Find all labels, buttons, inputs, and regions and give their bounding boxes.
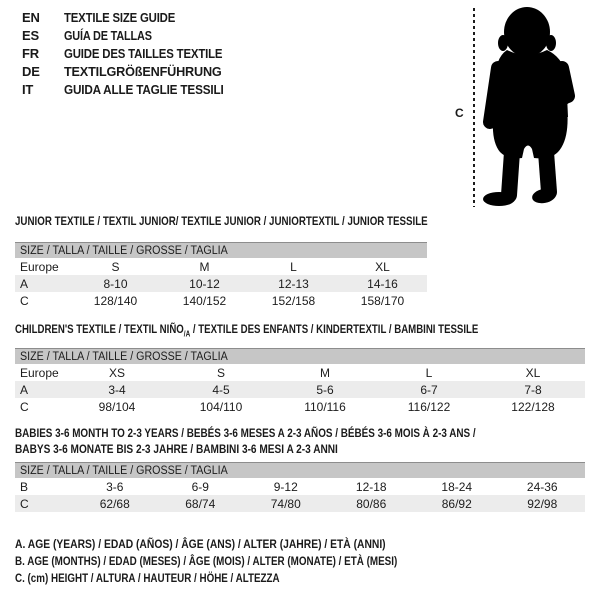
junior-size-table <box>15 242 427 309</box>
size-cell: XL <box>525 365 541 380</box>
size-cell: 5-6 <box>273 381 377 398</box>
size-cell: 92/98 <box>500 495 586 512</box>
size-cell: 128/140 <box>93 293 138 308</box>
row-label-cell: C <box>20 293 29 308</box>
size-header-label: SIZE / TALLA / TAILLE / GRÖSSE / TAGLIA <box>20 244 228 257</box>
language-label: TEXTILGRÖßENFÜHRUNG <box>63 64 222 79</box>
size-header-label: SIZE / TALLA / TAILLE / GRÖSSE / TAGLIA <box>20 464 228 477</box>
size-cell: 158/170 <box>360 293 405 308</box>
row-label-cell: Europe <box>20 365 59 380</box>
table-row <box>15 364 585 381</box>
table-row <box>15 292 427 309</box>
footnote-c: C. (cm) HEIGHT / ALTURA / HAUTEUR / HÖHE / ALTEZZA <box>15 571 280 585</box>
footnotes <box>15 536 480 587</box>
language-code: IT <box>22 82 34 97</box>
language-label: GUÍA DE TALLAS <box>63 28 152 43</box>
size-cell: 6-7 <box>377 381 481 398</box>
language-code: FR <box>22 46 39 61</box>
size-cell: 152/158 <box>271 293 316 308</box>
children-size-table <box>15 348 585 415</box>
measure-label-c: C <box>455 106 464 120</box>
size-cell: 4-5 <box>169 381 273 398</box>
table-row <box>15 495 585 512</box>
size-cell: 12-13 <box>249 275 338 292</box>
size-cell: 140/152 <box>182 293 227 308</box>
size-cell: 7-8 <box>481 381 585 398</box>
language-row <box>22 63 244 81</box>
size-cell: 110/116 <box>304 399 346 414</box>
table-row <box>15 398 585 415</box>
size-cell: 68/74 <box>158 495 244 512</box>
size-cell: 104/110 <box>199 399 243 414</box>
language-code: DE <box>22 64 40 79</box>
size-header-label: SIZE / TALLA / TAILLE / GRÖSSE / TAGLIA <box>20 350 228 363</box>
size-cell: L <box>425 365 433 380</box>
language-label: GUIDA ALLE TAGLIE TESSILI <box>63 82 224 97</box>
table-row <box>15 258 427 275</box>
row-label-cell: A <box>15 381 65 398</box>
size-cell: 6-9 <box>191 479 209 494</box>
size-cell: 3-6 <box>106 479 124 494</box>
height-measure-line <box>473 8 475 207</box>
table-row <box>15 478 585 495</box>
table-row <box>15 381 585 398</box>
size-cell: S <box>111 259 120 274</box>
language-code: ES <box>22 28 39 43</box>
table-title-babies-line1: BABIES 3-6 MONTH TO 2-3 YEARS / BEBÉS 3-6 MESES A 2-3 AÑOS / BÉBÉS 3-6 MOIS À 2-3 ANS / <box>15 426 476 440</box>
row-label-cell: C <box>20 399 29 414</box>
size-cell: 86/92 <box>414 495 500 512</box>
table-title-babies-line2: BABYS 3-6 MONATE BIS 2-3 JAHRE / BAMBINI 3-6 MESI A 2-3 ANNI <box>15 442 338 456</box>
language-row <box>22 81 244 99</box>
size-cell: XL <box>375 259 390 274</box>
baby-silhouette-icon <box>482 2 600 212</box>
language-row <box>22 27 244 45</box>
size-cell: M <box>199 259 210 274</box>
language-label: GUIDE DES TAILLES TEXTILE <box>63 46 222 61</box>
table-title-children: CHILDREN'S TEXTILE / TEXTIL $NIÑO_{/A}$ / TEXTILE DES ENFANTS / KINDERTEXTIL / BAMBINI TESSILE <box>15 322 479 339</box>
size-header-band <box>15 349 585 365</box>
language-label: TEXTILE SIZE GUIDE <box>63 10 175 25</box>
size-cell: 74/80 <box>243 495 329 512</box>
language-header <box>22 9 244 99</box>
row-label-cell: Europe <box>20 259 59 274</box>
size-cell: 9-12 <box>273 479 298 494</box>
size-cell: XS <box>108 365 125 380</box>
table-title-junior: JUNIOR TEXTILE / TEXTIL JUNIOR/ TEXTILE JUNIOR / JUNIORTEXTIL / JUNIOR TESSILE <box>15 214 428 228</box>
babies-size-table <box>15 462 585 512</box>
size-header-band <box>15 463 585 479</box>
row-label-cell: C <box>15 495 72 512</box>
size-cell: 12-18 <box>355 479 387 494</box>
language-code: EN <box>22 10 40 25</box>
title-subscript: /A <box>183 329 191 339</box>
size-cell: M <box>320 365 330 380</box>
size-cell: 98/104 <box>98 399 136 414</box>
size-cell: 14-16 <box>338 275 427 292</box>
footnote-a: A. AGE (YEARS) / EDAD (AÑOS) / ÂGE (ANS) / ALTER (JAHRE) / ETÀ (ANNI) <box>15 537 386 551</box>
table-row <box>15 275 427 292</box>
language-row <box>22 9 244 27</box>
size-header-band <box>15 243 427 259</box>
row-label-cell: B <box>20 479 29 494</box>
size-cell: 62/68 <box>72 495 158 512</box>
size-cell: 80/86 <box>329 495 415 512</box>
size-cell: 122/128 <box>511 399 555 414</box>
size-cell: 8-10 <box>71 275 160 292</box>
size-cell: L <box>290 259 297 274</box>
size-cell: 3-4 <box>65 381 169 398</box>
size-cell: S <box>216 365 225 380</box>
footnote-b: B. AGE (MONTHS) / EDAD (MESES) / ÂGE (MOIS) / ALTER (MONATE) / ETÀ (MESI) <box>15 554 398 568</box>
size-cell: 116/122 <box>407 399 451 414</box>
size-cell: 24-36 <box>526 479 558 494</box>
language-row <box>22 45 244 63</box>
size-cell: 18-24 <box>441 479 473 494</box>
size-cell: 10-12 <box>160 275 249 292</box>
row-label-cell: A <box>15 275 71 292</box>
